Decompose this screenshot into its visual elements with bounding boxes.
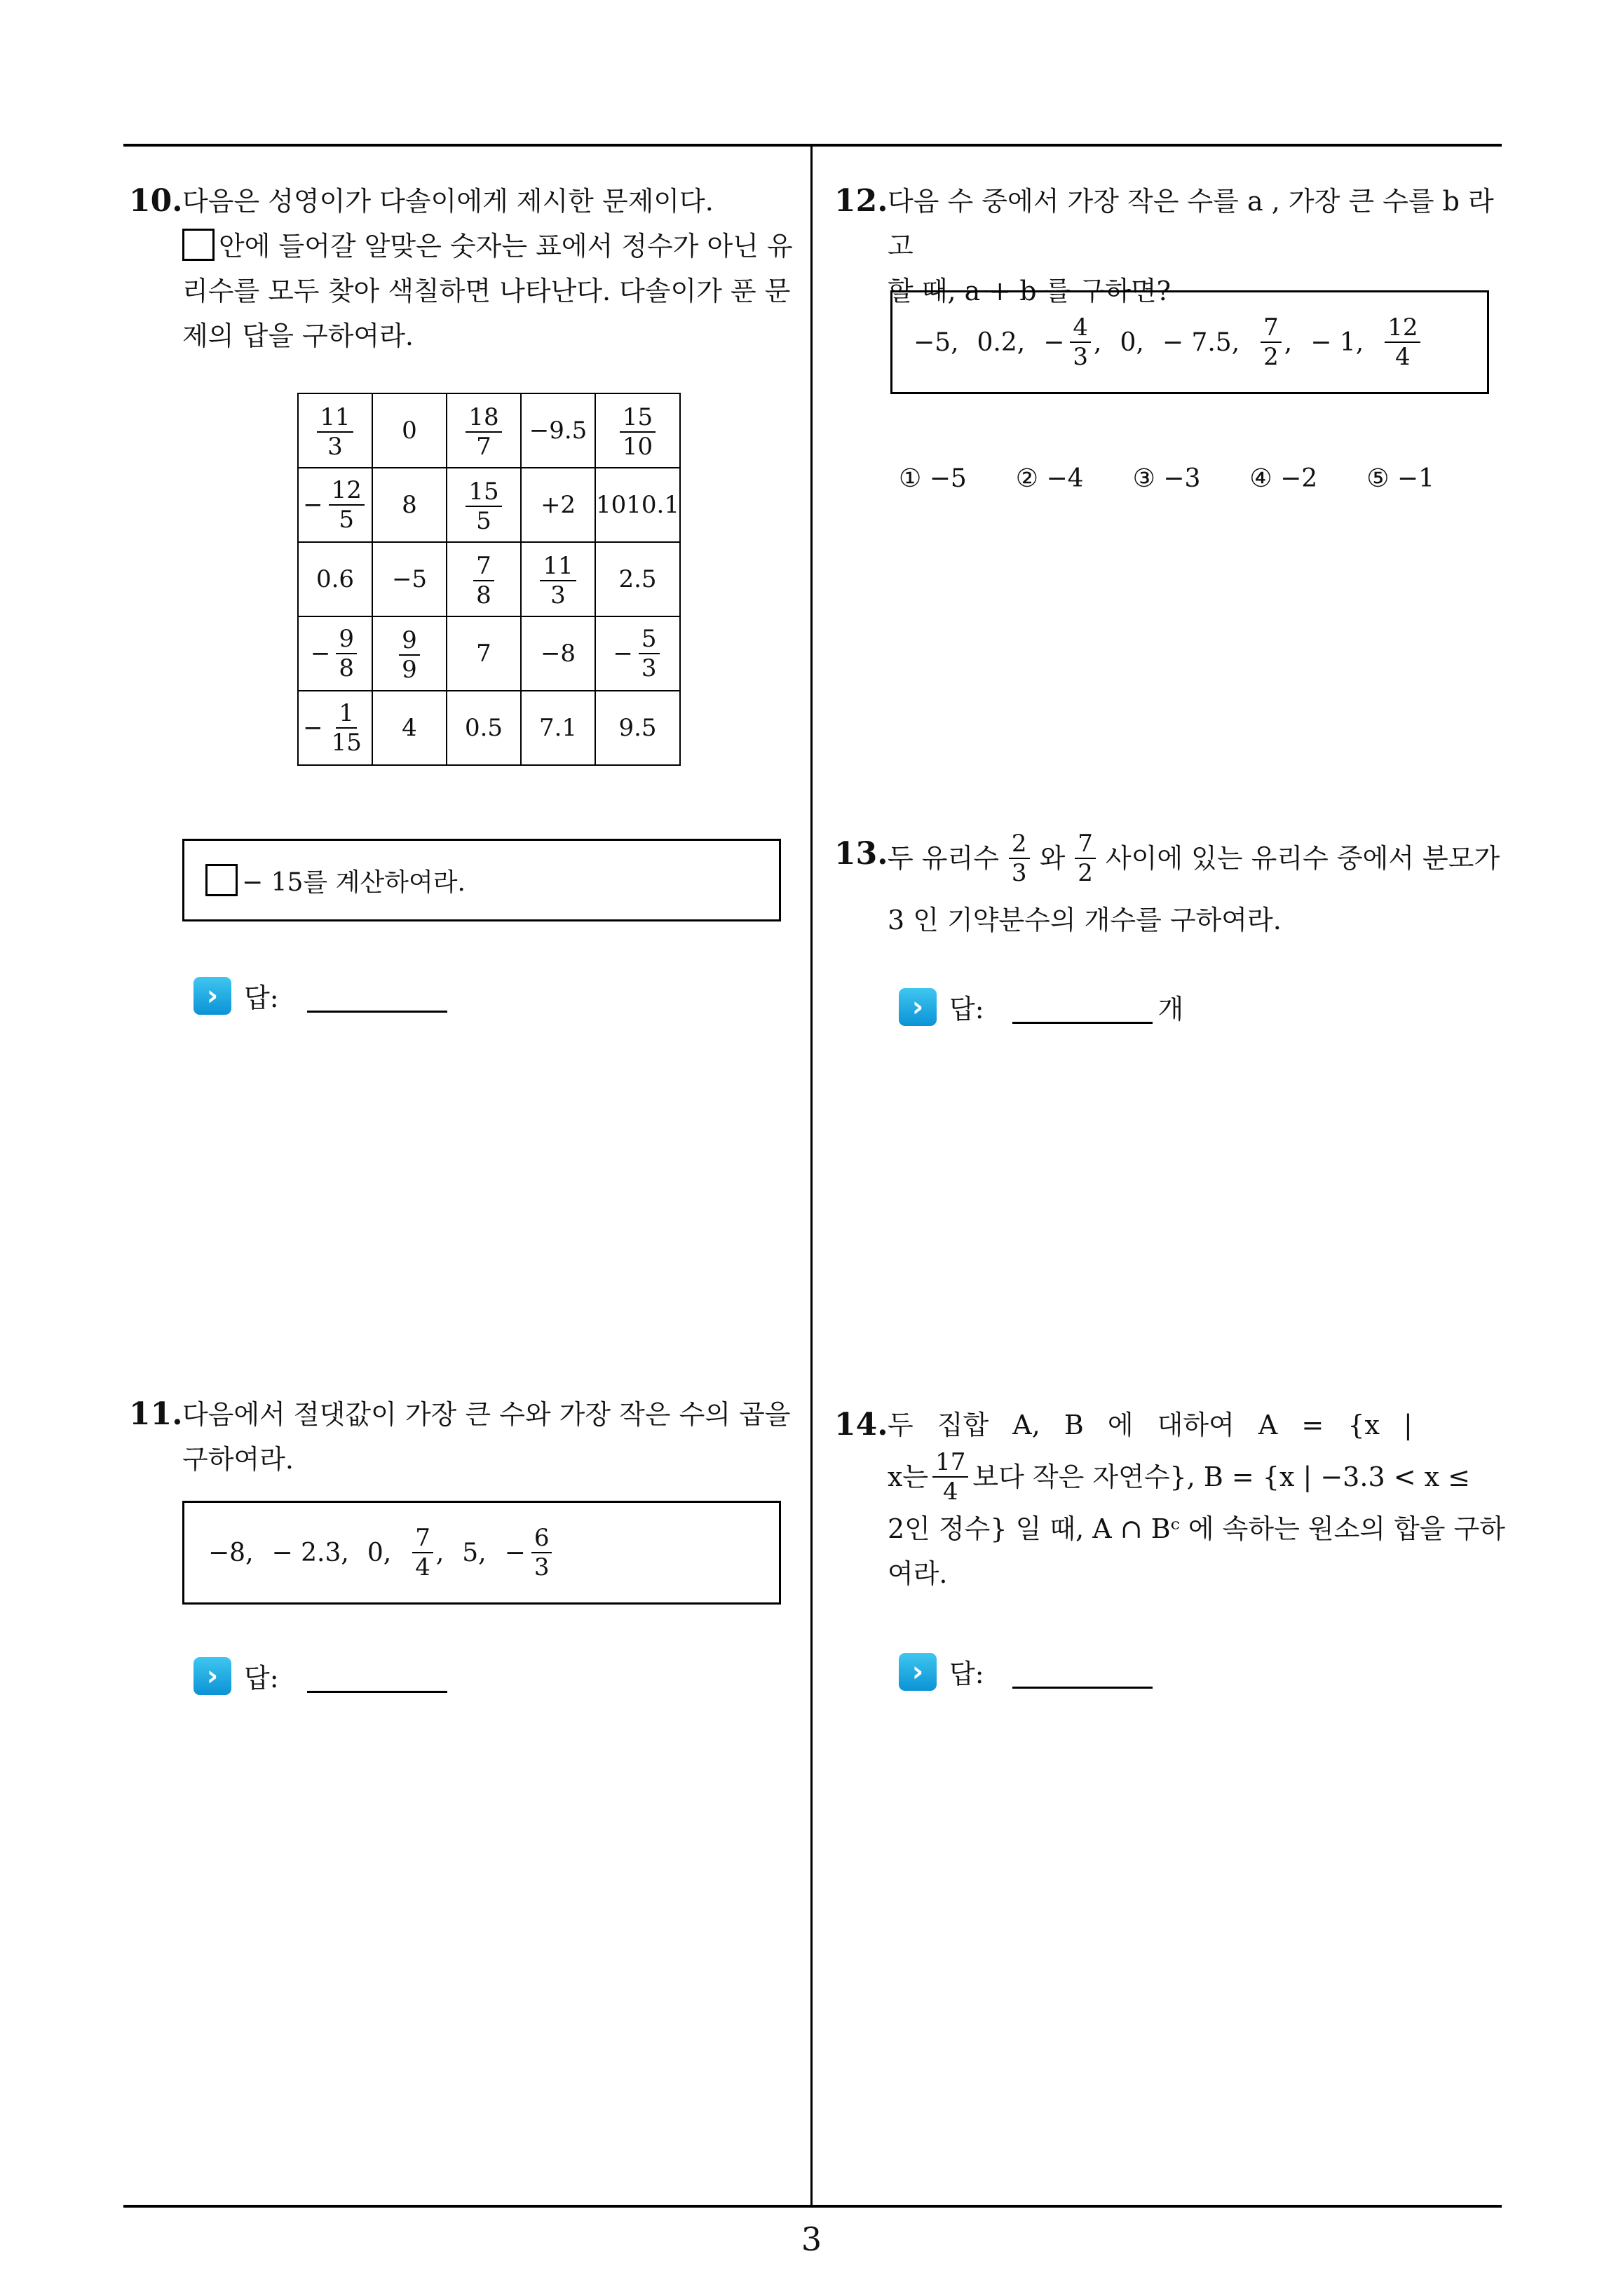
- question-13: [834, 832, 1507, 943]
- grid-cell: 4: [372, 691, 447, 765]
- question-text: 두 유리수 $\frac{2}{3}$ 와 $\frac{7}{2}$ 사이에 있는 유리수 중에서 분모가: [888, 830, 1500, 887]
- number-item: −8,: [208, 1538, 254, 1567]
- question-text: 여라.: [888, 1558, 948, 1589]
- choice-option[interactable]: ① −5: [899, 464, 967, 493]
- fraction: $\frac{15}{5}$: [466, 480, 501, 533]
- question-text: 구하여라.: [182, 1444, 294, 1475]
- number-item: − 2.3,: [271, 1538, 349, 1567]
- number-item: − 1,: [1310, 327, 1364, 357]
- answer-blank[interactable]: [1012, 1654, 1153, 1689]
- answer-label: 답:: [949, 994, 984, 1025]
- question-text: 다음 수 중에서 가장 작은 수를 a , 가장 큰 수를 b 라고: [888, 186, 1494, 262]
- grid-cell: [372, 616, 447, 691]
- grid-cell: +2: [521, 468, 595, 542]
- fraction: $\frac{9}{9}$: [399, 628, 420, 682]
- question-text: 2인 정수} 일 때, A ∩ Bᶜ 에 속하는 원소의 합을 구하: [888, 1513, 1505, 1544]
- grid-cell: [298, 393, 372, 468]
- problem-box: [182, 839, 781, 921]
- grid-cell: 8: [372, 468, 447, 542]
- fraction: $\frac{5}{3}$: [639, 627, 660, 680]
- grid-cell: 7: [447, 616, 521, 691]
- grid-cell: [447, 542, 521, 616]
- number-list-box: [890, 290, 1489, 394]
- number-item: − $\frac{4}{3}$ ,: [1043, 313, 1102, 371]
- number-item: 0,: [367, 1538, 392, 1567]
- choice-option[interactable]: ④ −2: [1249, 464, 1318, 493]
- answer-label: 답:: [244, 1663, 279, 1694]
- grid-row: [298, 468, 680, 542]
- bottom-rule: [123, 2205, 1502, 2208]
- question-number: 14.: [834, 1407, 888, 1443]
- answer-field: [193, 976, 447, 1015]
- blank-box: [182, 229, 215, 261]
- grid-cell: − $\frac{5}{3}$: [595, 616, 680, 691]
- question-number: 12.: [834, 183, 888, 219]
- question-14: [834, 1403, 1507, 1596]
- fraction: $\frac{7}{2}$: [1261, 316, 1282, 369]
- grid-cell: 2.5: [595, 542, 680, 616]
- fraction: $\frac{2}{3}$: [1009, 832, 1030, 885]
- fraction: $\frac{11}{3}$: [317, 405, 353, 459]
- fraction: $\frac{7}{4}$: [412, 1526, 433, 1579]
- grid-row: [298, 542, 680, 616]
- question-text: 다음에서 절댓값이 가장 큰 수와 가장 작은 수의 곱을: [182, 1399, 791, 1430]
- fraction: $\frac{7}{2}$: [1075, 832, 1096, 885]
- grid-cell: 0: [372, 393, 447, 468]
- fraction: $\frac{9}{8}$: [336, 627, 357, 680]
- answer-choices: [899, 464, 1483, 493]
- chevron-right-icon: ›: [899, 988, 937, 1026]
- fraction: $\frac{7}{8}$: [473, 554, 494, 607]
- grid-cell: 7.1: [521, 691, 595, 765]
- question-text: 안에 들어갈 알맞은 숫자는 표에서 정수가 아닌 유: [182, 224, 802, 269]
- column-divider: [810, 144, 813, 2206]
- choice-option[interactable]: ② −4: [1015, 464, 1084, 493]
- question-text: 제의 답을 구하여라.: [182, 320, 414, 351]
- question-text: 할 때, a + b 를 구하면?: [888, 276, 1171, 306]
- problem-box-text: − 15를 계산하여라.: [242, 867, 466, 897]
- grid-cell: [447, 393, 521, 468]
- page-number: 3: [801, 2220, 822, 2258]
- question-text: 리수를 모두 찾아 색칠하면 나타난다. 다솔이가 푼 문: [182, 276, 791, 306]
- number-grid: [297, 393, 681, 766]
- number-item: 5,: [462, 1538, 487, 1567]
- answer-label: 답:: [244, 982, 279, 1013]
- number-item: $\frac{7}{4}$ ,: [409, 1526, 444, 1579]
- choice-option[interactable]: ⑤ −1: [1366, 464, 1434, 493]
- grid-cell: −5: [372, 542, 447, 616]
- question-number: 13.: [834, 836, 888, 872]
- fraction: $\frac{4}{3}$: [1070, 316, 1091, 369]
- fraction: $\frac{18}{7}$: [466, 405, 501, 459]
- number-list-box: [182, 1501, 781, 1605]
- grid-cell: − $\frac{1}{15}$: [298, 691, 372, 765]
- grid-cell: 1010.1: [595, 468, 680, 542]
- grid-cell: 0.6: [298, 542, 372, 616]
- question-text: x는 $\frac{17}{4}$ 보다 작은 자연수}, B = {x | −3.3 < x ≤: [888, 1448, 1470, 1506]
- number-item: − 7.5,: [1162, 327, 1240, 357]
- grid-row: [298, 691, 680, 765]
- number-item: −5,: [914, 327, 959, 357]
- grid-cell: 9.5: [595, 691, 680, 765]
- grid-cell: [521, 542, 595, 616]
- question-text: 3 인 기약분수의 개수를 구하여라.: [888, 905, 1282, 936]
- fraction: $\frac{17}{4}$: [932, 1450, 968, 1504]
- grid-cell: −8: [521, 616, 595, 691]
- question-text: 다음은 성영이가 다솔이에게 제시한 문제이다.: [182, 186, 714, 217]
- answer-label: 답:: [949, 1659, 984, 1689]
- top-rule: [123, 144, 1502, 147]
- grid-cell: 0.5: [447, 691, 521, 765]
- question-number: 11.: [129, 1396, 183, 1432]
- grid-row: [298, 616, 680, 691]
- question-11: [129, 1392, 802, 1482]
- chevron-right-icon: ›: [193, 977, 231, 1015]
- answer-field: [899, 987, 1183, 1026]
- number-item: − $\frac{6}{3}$: [505, 1526, 555, 1579]
- question-text: 두 집합 A, B 에 대하여 A = {x |: [888, 1410, 1413, 1440]
- answer-blank[interactable]: [1012, 990, 1153, 1024]
- answer-unit: 개: [1157, 994, 1184, 1025]
- grid-cell: − $\frac{9}{8}$: [298, 616, 372, 691]
- grid-cell: [595, 393, 680, 468]
- grid-cell: [447, 468, 521, 542]
- choice-option[interactable]: ③ −3: [1132, 464, 1201, 493]
- answer-field: [899, 1652, 1153, 1691]
- fraction: $\frac{12}{5}$: [329, 478, 365, 532]
- question-number: 10.: [129, 183, 183, 219]
- fraction: $\frac{11}{3}$: [540, 554, 576, 607]
- question-10: [129, 179, 802, 358]
- answer-blank[interactable]: [307, 1659, 447, 1693]
- number-item: 0.2,: [977, 327, 1026, 357]
- grid-cell: − $\frac{12}{5}$: [298, 468, 372, 542]
- answer-blank[interactable]: [307, 978, 447, 1013]
- fraction: $\frac{1}{15}$: [331, 699, 362, 757]
- number-item: $\frac{7}{2}$ ,: [1258, 316, 1292, 369]
- blank-box: [205, 864, 238, 896]
- number-item: 0,: [1120, 327, 1144, 357]
- chevron-right-icon: ›: [193, 1657, 231, 1695]
- answer-field: [193, 1656, 447, 1695]
- fraction: $\frac{6}{3}$: [531, 1526, 552, 1579]
- number-item: [1382, 313, 1423, 371]
- fraction: $\frac{12}{4}$: [1385, 316, 1420, 369]
- grid-row: [298, 393, 680, 468]
- fraction: $\frac{15}{10}$: [620, 405, 656, 459]
- grid-cell: −9.5: [521, 393, 595, 468]
- chevron-right-icon: ›: [899, 1653, 937, 1691]
